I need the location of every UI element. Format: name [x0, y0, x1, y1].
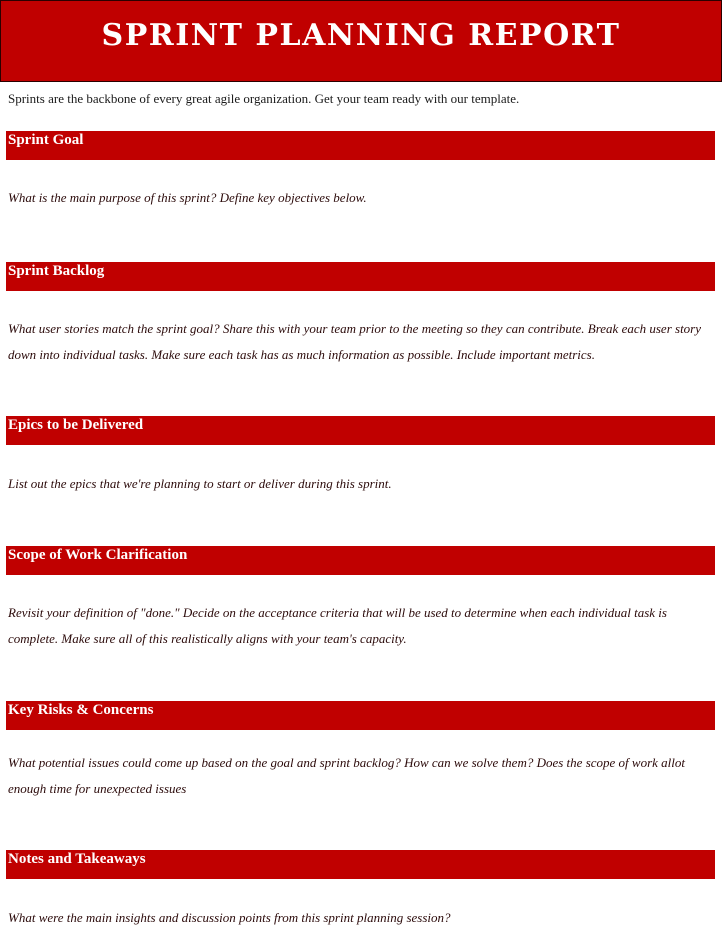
section-title: Sprint Backlog: [8, 263, 105, 279]
section-header-scope-of-work: [6, 546, 715, 575]
section-body-epics: List out the epics that we're planning to start or deliver during this sprint.: [8, 476, 392, 491]
section-body-notes: What were the main insights and discussion points from this sprint planning session?: [8, 910, 451, 925]
section-header-sprint-backlog: [6, 262, 715, 291]
section-title: Sprint Goal: [8, 132, 84, 148]
section-title: Key Risks & Concerns: [8, 702, 154, 718]
report-title: SPRINT PLANNING REPORT: [101, 17, 621, 53]
section-title: Scope of Work Clarification: [8, 547, 188, 563]
section-title: Notes and Takeaways: [8, 851, 146, 867]
intro-text: Sprints are the backbone of every great agile organization. Get your team ready with our template.: [8, 91, 520, 106]
section-header-notes: [6, 850, 715, 879]
section-header-epics: [6, 416, 715, 445]
section-title: Epics to be Delivered: [8, 417, 144, 433]
section-header-sprint-goal: [6, 131, 715, 160]
section-body-sprint-goal: What is the main purpose of this sprint? Define key objectives below.: [8, 190, 367, 205]
section-header-key-risks: [6, 701, 715, 730]
section-body-sprint-backlog: What user stories match the sprint goal? Share this with your team prior to the meeting so they can contribute. Break each user story down into individual tasks. Make sure each task has as much information as possible. Include important metrics.: [8, 321, 702, 362]
report-header-banner: [0, 0, 722, 82]
section-body-scope-of-work: Revisit your definition of "done." Decide on the acceptance criteria that will be used to determine when each individual task is complete. Make sure all of this realistically aligns with your team's capacity.: [8, 605, 667, 646]
section-body-key-risks: What potential issues could come up based on the goal and sprint backlog? How can we solve them? Does the scope of work allot enough time for unexpected issues: [8, 755, 685, 796]
